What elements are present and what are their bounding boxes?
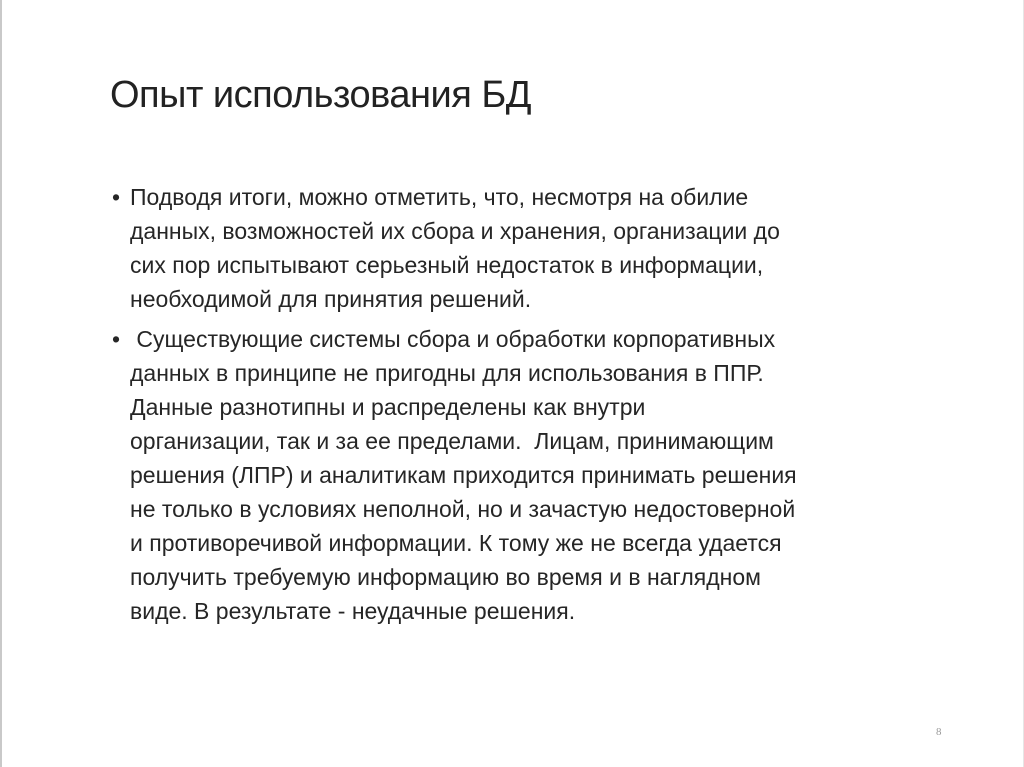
bullet-text-line: данных в принципе не пригодны для использования в ППР. (130, 360, 764, 386)
page-number: 8 (936, 726, 942, 738)
bullet-text-line: виде. В результате - неудачные решения. (130, 598, 576, 624)
bullet-text-line: Данные разнотипны и распределены как внутри (130, 394, 646, 420)
bullet-text-line: не только в условиях неполной, но и зачастую недостоверной (130, 496, 796, 522)
bullet-item (112, 322, 972, 628)
bullet-text-line: получить требуемую информацию во время и в наглядном (130, 564, 761, 590)
bullet-text-line: Существующие системы сбора и обработки корпоративных (130, 326, 776, 352)
bullet-text-line: необходимой для принятия решений. (130, 286, 532, 312)
bullet-text-line: Подводя итоги, можно отметить, что, несмотря на обилие (130, 184, 749, 210)
slide-title: Опыт использования БД (110, 74, 532, 116)
bullet-item (112, 180, 972, 316)
bullet-text-line: и противоречивой информации. К тому же не всегда удается (130, 530, 782, 556)
bullet-point-icon: • (112, 326, 121, 352)
bullet-point-icon: • (112, 184, 121, 210)
bullet-list (112, 180, 972, 634)
bullet-text-line: организации, так и за ее пределами. Лицам, принимающим (130, 428, 774, 454)
bullet-text-line: данных, возможностей их сбора и хранения, организации до (130, 218, 780, 244)
bullet-text-line: сих пор испытывают серьезный недостаток в информации, (130, 252, 764, 278)
bullet-text-line: решения (ЛПР) и аналитикам приходится принимать решения (130, 462, 797, 488)
slide-left-border (0, 0, 2, 767)
